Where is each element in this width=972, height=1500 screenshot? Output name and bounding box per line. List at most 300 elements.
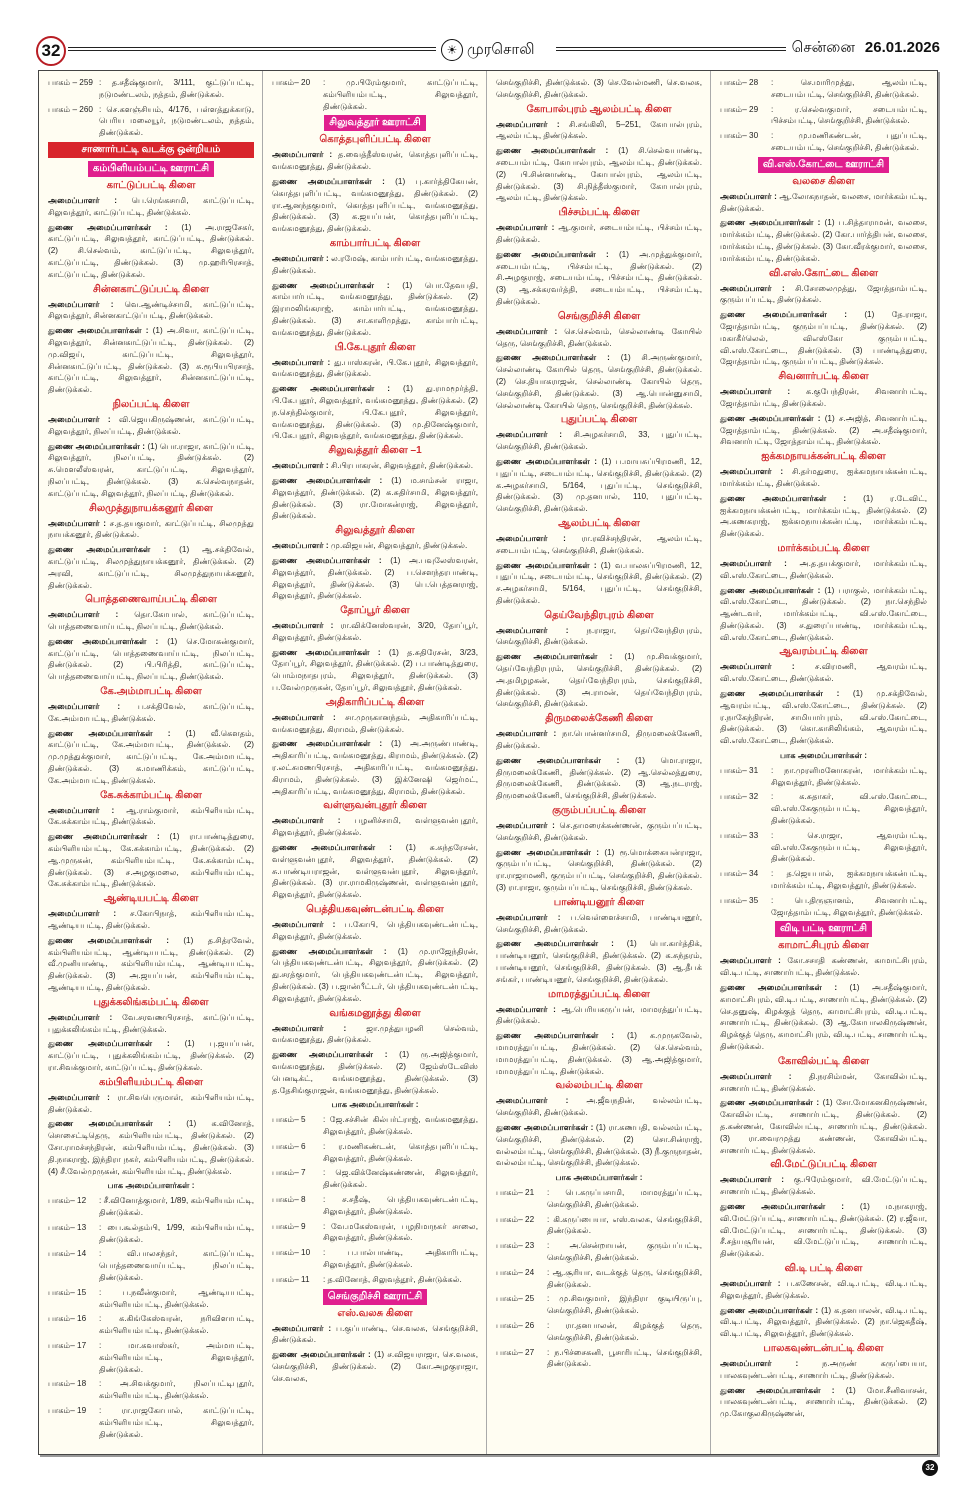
branch-heading: ஐக்கமநாயக்கன்பட்டி கிளை: [761, 451, 886, 463]
branch-heading: செங்குறிச்சி கிளை: [557, 310, 641, 322]
member-details: சா.முருகானந்தம், அதிகாரிப்பட்டி, வங்கமனூத்து, கிராமம், திண்டுக்கல்.: [272, 712, 478, 734]
member-details: (1) அ.அருண்பாண்டி, அதிகாரிப்பட்டி, வங்கமனூத்து, கிராமம், திண்டுக்கல். (2) ர.லட்சுமணபிரசாத், அதிகாரிப்பட்டி, வங்கமனூத்து, கிராமம், திண்டுக்கல். (3) இக்னேஷி ஜெர்மட், அதிகாரிப்பட்டி, வங்கமனூத்து, கிராமம், திண்டுக்கல்.: [272, 739, 478, 796]
member-details: (1) ரூ.மொக்கையன்ராஜா, குரும்பப்பட்டி, செங்குறிச்சி, திண்டுக்கல். (2) ரா.ராஜாமணி, குரும்பப்பட்டி, செங்குறிச்சி, திண்டுக்கல். (3) ரா.ராஜா, குரும்பப்பட்டி, செங்குறிச்சி, திண்டுக்கல்.: [496, 847, 702, 893]
paragraph: [720, 558, 927, 582]
booth-organiser: : நா.முரளிமனோகரன், மார்க்கம்பட்டி, சிலுவத்தூர், திண்டுக்கல்.: [771, 765, 927, 787]
union-banner: சாணார்பட்டி வடக்கு ஒன்றியம்: [48, 142, 254, 158]
paragraph: [496, 728, 702, 752]
column-3: [487, 71, 711, 1454]
role-label: துணை அமைப்பாளர்கள் :: [720, 585, 821, 595]
booth-organiser: : அ.சிவக்குமார், நிலப்பட்டிபுதூர், கம்பிளியம்பட்டி, திண்டுக்கல்.: [99, 1379, 254, 1401]
role-label: அமைப்பாளர் :: [720, 387, 791, 397]
branch-heading: பெத்தியகவுண்டன்பட்டி கிளை: [306, 904, 444, 916]
paragraph: [496, 222, 702, 246]
member-details: நா.பொன்னர்சாமி, திருமலைக்கேணி, திண்டுக்கல்.: [496, 729, 702, 751]
paragraph: [720, 191, 927, 215]
paragraph: [496, 77, 702, 101]
paragraph: [48, 805, 254, 829]
paragraph: [496, 456, 702, 515]
paragraph: [48, 831, 254, 890]
role-label: துணை அமைப்பாளர்கள் :: [720, 1098, 820, 1108]
member-details: தொ.கோபால், காட்டுப்பட்டி, பொத்தணைவாய்பட்டி, நிலப்பட்டி, திண்டுக்கல்.: [48, 610, 254, 632]
branch-heading: கம்பிளியம்பட்டி கிளை: [98, 1076, 204, 1088]
booth-entry: [48, 1195, 254, 1219]
role-label: துணை அமைப்பாளர்கள் :: [272, 176, 385, 186]
member-details: தி.நரசிம்மன், கோவில்பட்டி, சாணார்பட்டி, திண்டுக்கல்.: [720, 1071, 927, 1093]
booth-number: பாகம்– 32: [720, 792, 759, 802]
member-details: ஆ.பெரியகருப்பன், மாமரத்துப்பட்டி, திண்டுக்கல்.: [496, 1004, 702, 1026]
paragraph: [496, 145, 702, 204]
booth-entry: [272, 1247, 478, 1271]
member-details: (1) பொ.கார்த்திக், பாண்டியனூர், செங்குறிச்சி, திண்டுக்கல். (2) க.சுந்தரம், பாண்டியனூர், செங்குறிச்சி, திண்டுக்கல். (3) ஆ.தீபக் சங்கர், பாண்டியனூர், செங்குறிச்சி, திண்டுக்கல்.: [496, 939, 702, 984]
branch-heading: புதுக்கலிங்கம்பட்டி கிளை: [93, 996, 209, 1008]
paragraph: [272, 919, 478, 943]
member-details: (1) ம.சாம்சன் ராஜா, சிலுவத்தூர், திண்டுக்கல். (2) க.சுதிர்சாமி, சிலுவத்தூர், திண்டுக்கல். (3) ரா.மோகன்ராஜ், சிலுவத்தூர், திண்டுக்கல்.: [272, 475, 478, 521]
member-details: (1) பராகுல், மார்க்கம்பட்டி, வி.எஸ்.கோட்டை, திண்டுக்கல். (2) நா.செந்தில் ஆண்டவர், மார்க்கம்பட்டி, வி.எஸ்.கோட்டை, திண்டுக்கல். (3) ச.துரைப்பாண்டி, மார்க்கம்பட்டி, வி.எஸ்.கோட்டை, திண்டுக்கல்.: [720, 585, 928, 642]
booth-number: பாகம்– 34: [720, 869, 759, 879]
role-label: துணை அமைப்பாளர்கள் :: [48, 441, 146, 451]
member-details: (1) அ.சதீஷ்குமார், காமாட்சிபுரம், வி.டி.பட்டி, சாணார்பட்டி, திண்டுக்கல். (2) செ.தனுஷ், கிழக்குத் தெரு, காமாட்சிபுரம், வி.டி.பட்டி, சாணார்பட்டி, திண்டுக்கல். (3) ஆ.கோபாலகிருஷ்ணன், கிழக்குத் தெரு, காமாட்சிபுரம், வி.டி.பட்டி, சாணார்பட்டி, திண்டுக்கல்.: [720, 983, 927, 1051]
role-label: அமைப்பாளர் :: [720, 467, 784, 477]
branch-heading: மார்க்கம்பட்டி கிளை: [777, 542, 870, 554]
branch-heading: சிலுவத்தூர் கிளை: [335, 525, 415, 537]
paragraph: [496, 1095, 702, 1119]
booth-organiser: : க.சுதாகர், வி.எஸ்.கோட்டை, வி.எஸ்.கேகுரும்பபட்டி, சிலுவத்தூர், திண்டுக்கல்.: [771, 792, 927, 826]
branch-heading: வல்லம்பட்டி கிளை: [555, 1080, 643, 1092]
paragraph: [720, 661, 927, 685]
member-details: க.குபேந்திரன், சிவனார்பட்டி, ஜோத்தாம்பட்டி, திண்டுக்கல்.: [720, 387, 927, 408]
column-2: [263, 71, 487, 1454]
booth-organiser: : ந.பிச்சைகனி, பூசாரிபட்டி, செங்குறிச்சி, திண்டுக்கல்.: [547, 1347, 702, 1369]
member-details: (1) செ.மோகன்குமார், காட்டுப்பட்டி, பொத்தணைவாய்பட்டி, நிலப்பட்டி, திண்டுக்கல். (2) பி.பிரித்தி, காட்டுப்பட்டி, பொத்தணைவாய்பட்டி, நிலப்பட்டி, திண்டுக்கல்.: [48, 636, 254, 682]
column-1: [39, 71, 263, 1454]
role-label: அமைப்பாளர் :: [48, 610, 119, 620]
member-details: ப.சக்திவேல், காட்டுப்பட்டி, கே.அம்மாபட்டி, திண்டுக்கல்.: [48, 702, 254, 723]
booth-organiser: : அ.சென்றாயன், குரும்பப்பட்டி, செங்குறிச்சி, திண்டுக்கல்.: [547, 1241, 702, 1262]
paragraph: [496, 651, 702, 710]
section-subheading: பாக அமைப்பாளர்கள் :: [779, 751, 868, 761]
paragraph: [48, 299, 254, 323]
booth-entry: [720, 868, 927, 892]
paragraph: [48, 222, 254, 281]
booth-organiser: : ஜே.சச்சின் கில்பர்ட்ராஜ், வங்கமனூத்து, சிலுவத்தூர், திண்டுக்கல்.: [323, 1115, 478, 1136]
branch-heading: வி.டி பட்டி கிளை: [784, 1262, 863, 1274]
masthead: [36, 36, 940, 64]
booth-entry: [272, 1141, 478, 1165]
section-subheading: பாக அமைப்பாளர்கள் :: [555, 1173, 643, 1183]
panchayat-banner: வி.எஸ்.கோட்டை ஊராட்சி: [758, 157, 889, 173]
branch-heading: ஆலம்பட்டி கிளை: [558, 517, 640, 529]
paragraph: [48, 544, 254, 591]
member-details: ச.த.தயகுமார், காட்டுப்பட்டி, சிலமுத்து நாயக்கனூர், திண்டுக்கல்.: [48, 518, 254, 540]
role-label: துணை அமைப்பாளர்கள் :: [496, 456, 597, 466]
role-label: அமைப்பாளர் :: [48, 299, 114, 309]
role-label: அமைப்பாளர் :: [496, 1096, 569, 1106]
masthead-rule-left: [68, 47, 436, 51]
member-details: ல.ரமேஷ், காம்பார்பட்டி, வங்கமனூத்து, திண்டுக்கல்.: [272, 253, 478, 275]
paragraph: [272, 1323, 478, 1347]
issue-date: 26.01.2026: [864, 39, 940, 56]
role-label: அமைப்பாளர் :: [496, 430, 562, 440]
booth-entry: [48, 1378, 254, 1402]
member-details: த.வைத்தீஸ்வரன், கொத்தபுளிப்பட்டி, வங்கமனூத்து, திண்டுக்கல்.: [272, 150, 478, 172]
column-4: [711, 71, 935, 1454]
member-details: சி.தர்மதுரை, ஐக்கமநாயக்கன்பட்டி, மார்க்கம்பட்டி, திண்டுக்கல்.: [720, 467, 927, 488]
member-details: ஆ.லோகநாதன், வலசை, மார்க்கம்பட்டி, திண்டுக்கல்.: [720, 191, 927, 213]
booth-entry: [48, 1313, 254, 1337]
member-details: ச.விரமணி, ஆவரம்பட்டி, வி.எஸ்.கோட்டை, திண்டுக்கல்.: [720, 662, 927, 684]
role-label: துணை அமைப்பாளர்கள் :: [48, 1039, 170, 1049]
booth-organiser: : பை.கூல்தம்பி, 1/99, கம்பிளியம்பட்டி, திண்டுக்கல்.: [99, 1222, 254, 1244]
booth-number: பாகம்– 16: [48, 1314, 87, 1324]
member-details: (1) ம.நாகராஜ், வி.மேட்டுப்பட்டி, சாணார்பட்டி, திண்டுக்கல். (2) ர.ஜீவா, வி.மேட்டுப்பட்டி, சாணார்பட்டி, திண்டுக்கல். (3) சீ.சத்யசூரியன், வி.மேட்டுப்பட்டி, சாணார்பட்டி, திண்டுக்கல்.: [720, 1201, 927, 1259]
booth-entry: [48, 104, 254, 139]
booth-organiser: : ஜெ.விக்னேஷ்கண்ணன், சிலுவத்தூர், திண்டுக்கல்.: [323, 1168, 478, 1190]
paragraph: [272, 540, 478, 552]
booth-number: பாகம்– 9: [272, 1221, 306, 1231]
paragraph: [496, 533, 702, 557]
paragraph: [720, 1201, 927, 1260]
paragraph: [720, 493, 927, 540]
booth-organiser: : செ.களஞ்சியம், 4/176, பள்ளத்துக்காடு, பெரிய மலையூர், நடுமண்டலம், நத்தம், திண்டுக்கல்.: [99, 104, 254, 138]
role-label: துணை அமைப்பாளர்கள் :: [272, 946, 387, 956]
paragraph: [720, 386, 927, 410]
booth-organiser: : செ.மாரிமுத்து, ஆலம்பட்டி, சடையம்பட்டி, செங்குறிச்சி, திண்டுக்கல்.: [771, 78, 927, 99]
booth-number: பாகம்– 5: [272, 1115, 306, 1125]
role-label: அமைப்பாளர் :: [272, 541, 329, 551]
booth-number: பாகம்– 20: [272, 78, 311, 87]
booth-organiser: : ர.செல்வகுமார், சடையம்பட்டி, பிச்சம்பட்டி, செங்குறிச்சி, திண்டுக்கல்.: [771, 104, 927, 126]
branch-heading: குரும்பப்பட்டி கிளை: [552, 805, 646, 817]
role-label: அமைப்பாளர் :: [48, 1012, 113, 1022]
panchayat-banner: விடி பட்டி ஊராட்சி: [775, 921, 872, 937]
branch-heading: கே.சுக்காம்பட்டி கிளை: [100, 789, 202, 801]
role-label: துணை அமைப்பாளர்கள் :: [48, 832, 160, 842]
panchayat-banner: சிலுவத்தூர் ஊராட்சி: [324, 115, 426, 131]
member-details: ரா.விக்னேஸ்வரன், 3/20, தோப்பூர், சிலுவத்தூர், திண்டுக்கல்.: [272, 621, 478, 642]
panchayat-banner: கம்பிளியம்பட்டி ஊராட்சி: [88, 161, 214, 177]
role-label: துணை அமைப்பாளர்கள் :: [48, 636, 159, 646]
paragraph: [272, 946, 478, 1005]
role-label: அமைப்பாளர் :: [496, 223, 555, 233]
paragraph: [272, 149, 478, 173]
role-label: துணை அமைப்பாளர்கள் :: [48, 935, 169, 945]
role-label: துணை அமைப்பாளர்கள் :: [720, 1305, 819, 1315]
booth-number: பாகம்– 33: [720, 830, 759, 840]
role-label: துணை அமைப்பாளர்கள் :: [496, 939, 614, 949]
paragraph: [48, 1118, 254, 1177]
role-label: துணை அமைப்பாளர்கள் :: [496, 652, 613, 662]
member-details: (1) ஆ.சக்திவேல், காட்டுப்பட்டி, சிலமுத்துநாயக்கனூர், திண்டுக்கல். (2) அரவி, காட்டுப்பட்டி, சிலமுத்துநாயக்கனூர், திண்டுக்கல்.: [48, 545, 254, 590]
booth-entry: [496, 1347, 702, 1371]
branch-heading: சிவனார்பட்டி கிளை: [778, 371, 869, 383]
page-number-badge: 32: [36, 36, 66, 66]
paragraph: [720, 688, 927, 747]
member-details: பழனிச்சாமி, வள்ளுவன்புதூர், சிலுவத்தூர், திண்டுக்கல்.: [272, 816, 478, 838]
booth-entry: [48, 77, 254, 101]
booth-organiser: : ரா.ராஜகோபால், காட்டுப்பட்டி, கம்பிளியம்பட்டி, சிலுவத்தூர், திண்டுக்கல்.: [99, 1405, 254, 1439]
member-details: ஜா.முத்துபழனி செல்வம், வங்கமனூத்து, திண்டுக்கல்.: [272, 1023, 478, 1045]
paragraph: [720, 1385, 927, 1420]
member-details: வே.சரவணபிரசாத், காட்டுப்பட்டி, புதுக்கலிங்கம்பட்டி, திண்டுக்கல்.: [48, 1012, 254, 1034]
role-label: அமைப்பாளர் :: [272, 621, 334, 631]
booth-organiser: : த.ஜெயபால், ஐக்கமநாயக்கன்பட்டி, மார்க்கம்பட்டி, சிலுவத்தூர், திண்டுக்கல்.: [771, 869, 927, 891]
role-label: துணை அமைப்பாளர்கள் :: [720, 983, 838, 993]
booth-number: பாகம்– 29: [720, 104, 759, 114]
paragraph: [48, 908, 254, 932]
booth-organiser: : மு.பிரேம்குமார், காட்டுப்பட்டி, கம்பிளியம்பட்டி, சிலுவத்தூர், திண்டுக்கல்.: [323, 78, 478, 111]
booth-number: பாகம்– 18: [48, 1379, 87, 1389]
section-subheading: பாக அமைப்பாளர்கள் :: [331, 1100, 419, 1110]
booth-number: பாகம்– 24: [496, 1267, 535, 1277]
role-label: அமைப்பாளர் :: [48, 909, 117, 919]
paragraph: [272, 475, 478, 522]
paragraph: [720, 1358, 927, 1382]
role-label: அமைப்பாளர் :: [48, 702, 121, 712]
branch-heading: வலசை கிளை: [792, 175, 855, 187]
member-details: (1) பு.கார்த்திகேயன், கொத்தபுளிப்பட்டி, வங்கமனூத்து, திண்டுக்கல். (2) ரா.ஆனந்தகுமார், கொத்தபுளிப்பட்டி, வங்கமனூத்து, திண்டுக்கல். (3) க.ஜயப்பன், கொத்தபுளிப்பட்டி, வங்கமனூத்து, திண்டுக்கல்.: [272, 176, 478, 234]
branch-heading: பொத்தணைவாய்பட்டி கிளை: [85, 594, 217, 606]
member-details: ப.குப்பாண்டி, செ.வலசு, செங்குறிச்சி, திண்டுக்கல்.: [272, 1323, 478, 1345]
booth-organiser: : வே.மகேஸ்வரன், பழநிமாநகர் சாலை, சிலுவத்தூர், திண்டுக்கல்.: [323, 1221, 478, 1243]
section-subheading: பாக அமைப்பாளர்கள் :: [107, 1181, 195, 1191]
role-label: அமைப்பாளர் :: [496, 821, 555, 831]
member-details: ப.கோபி, பெத்தியகவுண்டன்பட்டி, சிலுவத்தூர், திண்டுக்கல்.: [272, 920, 478, 941]
role-label: அமைப்பாளர் :: [48, 518, 106, 528]
booth-entry: [720, 77, 927, 101]
booth-entry: [496, 1320, 702, 1344]
paragraph: [496, 938, 702, 985]
booth-entry: [48, 1248, 254, 1283]
booth-entry: [48, 1340, 254, 1375]
role-label: துணை அமைப்பாளர்கள் :: [720, 1201, 844, 1211]
member-details: கோ.சசாதி கண்ணன், காமாட்சிபுரம், வி.டி.பட்டி, சாணார்பட்டி, திண்டுக்கல்.: [720, 956, 927, 978]
member-details: (1) த.சித்ரவேல், கம்பிளியம்பட்டி, ஆண்டியபட்டி, திண்டுக்கல். (2) வீ.முனியாண்டி, கம்பிளியம்பட்டி, ஆண்டியபட்டி, திண்டுக்கல். (3) அ.ஜயப்பன், கம்பிளியம்பட்டி, ஆண்டியபட்டி, திண்டுக்கல்.: [48, 935, 254, 993]
role-label: துணை அமைப்பாளர்கள் :: [720, 218, 821, 228]
member-details: செங்குறிச்சி, திண்டுக்கல். (3) செ.வேல்மணி, செ.வலசு, செங்குறிச்சி, திண்டுக்கல்.: [496, 78, 702, 99]
booth-entry: [720, 104, 927, 128]
booth-number: பாகம் – 260: [48, 104, 93, 114]
panchayat-banner: செங்குறிச்சி ஊராட்சி: [323, 1289, 427, 1305]
paragraph: [496, 625, 702, 649]
role-label: துணை அமைப்பாளர்கள் :: [48, 728, 171, 738]
member-details: (1) ப.மாயசுப்பிரமணி, 12, புதுப்பட்டி, சடையம்பட்டி, செங்குறிச்சி, திண்டுக்கல். (2) க.அழகர்சாமி, 5/164, புதுப்பட்டி, செங்குறிச்சி, திண்டுக்கல். (3) மு.தனபால், 110, புதுப்பட்டி, செங்குறிச்சி, திண்டுக்கல்.: [496, 456, 702, 514]
paragraph: [272, 460, 478, 472]
paragraph: [496, 249, 702, 308]
member-details: ரா.சிவபெருமாள், கம்பிளியம்பட்டி, திண்டுக்கல்.: [48, 1092, 254, 1114]
branch-heading: நிலப்பட்டி கிளை: [112, 398, 190, 410]
role-label: அமைப்பாளர் :: [272, 816, 341, 826]
member-details: து.பாஸ்கரன், பி.கே.புதூர், சிலுவத்தூர், வங்கமனூத்து, திண்டுக்கல்.: [272, 357, 478, 379]
booth-number: பாகம்– 12: [48, 1196, 87, 1206]
paragraph: [272, 712, 478, 736]
paragraph: [496, 429, 702, 453]
member-details: (1) சோ.மோகனகிருஷ்ணன், கோவில்பட்டி, சாணார்பட்டி, திண்டுக்கல். (2) த.கண்ணன், கோவில்பட்டி, சாணார்பட்டி, திண்டுக்கல். (3) ரா.வைரமுத்து கண்ணன், கோவில்பட்டி, சாணார்பட்டி, திண்டுக்கல்.: [720, 1098, 927, 1155]
paragraph: [496, 847, 702, 894]
member-details: (1) சு.சுந்தரேசன், வள்ளுவன்புதூர், சிலுவத்தூர், திண்டுக்கல். (2) சு.பாண்டியராஜன், வள்ளுவன்புதூர், சிலுவத்தூர், திண்டுக்கல். (3) ரா.ராமகிருஷ்ணன், வள்ளுவன்புதூர், சிலுவத்தூர், திண்டுக்கல்.: [272, 843, 479, 900]
paragraph: [272, 357, 478, 381]
member-details: செ.தாமரைக்கண்ணன், குரும்பப்பட்டி, செங்குறிச்சி, திண்டுக்கல்.: [496, 821, 702, 842]
booth-entry: [496, 1293, 702, 1317]
role-label: துணை அமைப்பாளர்கள் :: [496, 560, 597, 570]
branch-heading: கோவில்பட்டி கிளை: [777, 1055, 870, 1067]
booth-entry: [272, 1221, 478, 1245]
booth-organiser: : க.கிங்கேஸ்வரன், நரிவிளாபட்டி, கம்பிளியம்பட்டி, திண்டுக்கல்.: [99, 1314, 254, 1336]
booth-number: பாகம்– 28: [720, 78, 759, 87]
booth-number: பாகம்– 31: [720, 765, 759, 775]
booth-number: பாகம்– 21: [496, 1187, 535, 1197]
role-label: துணை அமைப்பாளர்கள் :: [496, 755, 620, 765]
member-details: ப.வெள்ளைச்சாமி, பாண்டியனூர், செங்குறிச்சி, திண்டுக்கல்.: [496, 912, 702, 934]
role-label: துணை அமைப்பாளர்கள் :: [720, 689, 840, 699]
member-details: ஆ.ராம்குமார், கம்பிளியம்பட்டி, கே.சுக்காம்பட்டி, திண்டுக்கல்.: [48, 805, 254, 827]
member-details: (1) அ.ராஜசேகர், காட்டுப்பட்டி, சிலுவத்தூர், காட்டுப்பட்டி, திண்டுக்கல். (2) சி.செல்வம், காட்டுப்பட்டி, சிலுவத்தூர், காட்டுப்பட்டி, திண்டுக்கல். (3) மு.ஹரிபிரசாத், காட்டுப்பட்டி, திண்டுக்கல்.: [48, 222, 254, 279]
booth-number: பாகம்– 13: [48, 1222, 87, 1232]
role-label: துணை அமைப்பாளர்கள் :: [272, 384, 391, 394]
member-details: (1) க.வினோத், சொசைட்டிதெரு, கம்பிளியம்பட்டி, திண்டுக்கல். (2) சோ.ராமச்சந்திரன், கம்பிளியம்பட்டி, திண்டுக்கல். (3) தி.நாகராஜ், இந்திரா நகர், கம்பிளியம்பட்டி, திண்டுக்கல். (4) சீ.வேல்முருகன், கம்பிளியம்பட்டி, திண்டுக்கல்.: [48, 1119, 255, 1176]
brand: [441, 38, 535, 62]
member-details: சி.அழகர்சாமி, 33, புதுப்பட்டி, செங்குறிச்சி, திண்டுக்கல்.: [496, 430, 702, 452]
member-details: (1) அ.பவுலேஸ்வரன், சிலுவத்தூர், திண்டுக்கல். (2) ப.சௌந்தரபாண்டி, சிலுவத்தூர், திண்டுக்கல். (3) பெ.பெத்தனராஜ், சிலுவத்தூர், திண்டுக்கல்.: [272, 555, 478, 601]
booth-entry: [496, 1267, 702, 1291]
member-details: (1) பொ.ராஜா, காட்டுப்பட்டி, சிலுவத்தூர், நிலப்பட்டி, திண்டுக்கல். (2) சு.மௌலீஸ்வரன், காட்டுப்பட்டி, சிலுவத்தூர், நிலப்பட்டி, திண்டுக்கல். (3) க.செல்வநாதன், காட்டுப்பட்டி, சிலுவத்தூர், நிலப்பட்டி, திண்டுக்கல்.: [48, 441, 255, 498]
member-details: ச.கோபிநாத், கம்பிளியம்பட்டி, ஆண்டியபட்டி, திண்டுக்கல்.: [48, 909, 254, 931]
paragraph: [720, 466, 927, 490]
booth-organiser: : மு.மணிகண்டன், புதுப்பட்டி, சடையம்பட்டி, செங்குறிச்சி, திண்டுக்கல்.: [771, 131, 927, 152]
role-label: துணை அமைப்பாளர்கள் :: [496, 249, 609, 259]
paragraph: [272, 815, 478, 839]
member-details: (1) ச.விஜயராஜா, செ.வலசு, செங்குறிச்சி, திண்டுக்கல். (2) கோ.அழகுராஜா, செ.வலசு,: [272, 1350, 478, 1383]
paragraph: [272, 842, 478, 901]
member-details: (1) சி.அருண்குமார், செல்லாண்டி கோயில் தெரு, செங்குறிச்சி, திண்டுக்கல். (2) செ.தியாகராஜன், செல்லாண்டி கோயில் தெரு, செங்குறிச்சி, திண்டுக்கல். (3) ஆ.பொன்னுசாமி, செல்லாண்டி கோயில் தெரு, செங்குறிச்சி, திண்டுக்கல்.: [496, 353, 702, 410]
branch-heading: சிலுவத்தூர் கிளை –1: [328, 445, 422, 457]
paragraph: [272, 383, 478, 442]
role-label: துணை அமைப்பாளர்கள் :: [272, 280, 390, 290]
role-label: அமைப்பாளர் :: [272, 1323, 332, 1333]
role-label: அமைப்பாளர் :: [272, 461, 329, 471]
member-details: வெ.ஆண்டிச்சாமி, காட்டுப்பட்டி, சிலுவத்தூர், சின்னகாட்டுப்பட்டி, திண்டுக்கல்.: [48, 299, 254, 321]
booth-organiser: : கி.கருப்பையா, எஸ்.வலசு, செங்குறிச்சி, திண்டுக்கல்.: [547, 1214, 702, 1236]
role-label: துணை அமைப்பாளர்கள் :: [496, 847, 599, 857]
paragraph: [48, 636, 254, 683]
paragraph: [720, 1305, 927, 1340]
booth-number: பாகம்– 17: [48, 1340, 87, 1350]
member-details: அ.த.தயக்குமார், மார்க்கம்பட்டி, வி.எஸ்.கோட்டை, திண்டுக்கல்.: [720, 558, 927, 580]
role-label: அமைப்பாளர் :: [272, 253, 329, 263]
member-details: (1) அ.முத்துக்குமார், சடையம்பட்டி, பிச்சம்பட்டி, திண்டுக்கல். (2) சி.அழகுராஜ், சடையம்பட்டி, பிச்சம்பட்டி, திண்டுக்கல். (3) ஆ.சக்கரவர்த்தி, சடையம்பட்டி, பிச்சம்பட்டி, திண்டுக்கல்.: [496, 249, 702, 306]
member-details: அ.ஜீவநதின், வல்லம்பட்டி, செங்குறிச்சி, திண்டுக்கல்.: [496, 1096, 702, 1118]
member-details: சி.சோலைமுத்து, ஜோத்தாம்பட்டி, குரும்பப்பட்டி, திண்டுக்கல்.: [720, 283, 927, 305]
member-details: சி.பிரபாகரன், சிலுவத்தூர், திண்டுக்கல்.: [330, 461, 474, 471]
role-label: அமைப்பாளர் :: [720, 1071, 792, 1081]
booth-number: பாகம்– 35: [720, 895, 759, 905]
role-label: அமைப்பாளர் :: [496, 625, 569, 635]
booth-organiser: : த.வினோத், சிலுவத்தூர், திண்டுக்கல்.: [323, 1274, 462, 1284]
booth-number: பாகம்– 15: [48, 1287, 87, 1297]
booth-entry: [272, 1114, 478, 1138]
booth-number: பாகம்– 7: [272, 1168, 306, 1178]
member-details: (1) மோ.சீனிவாசன், பாலகவுண்டன்பட்டி, சாணார்பட்டி, திண்டுக்கல். (2) மு.கோகுலகிருஷ்ணன்,: [720, 1385, 927, 1419]
role-label: துணை அமைப்பாளர்கள் :: [48, 545, 167, 555]
member-details: (1) மொ.ராஜா, திருமலைக்கேணி, திண்டுக்கல். (2) ஆ.செல்லத்துரை, திருமலைக்கேணி, திண்டுக்கல். (3) ஆ.நடராஜ், திருமலைக்கேணி, செங்குறிச்சி, திண்டுக்கல்.: [496, 755, 703, 801]
footer-page-number: 32: [922, 1460, 938, 1476]
member-details: வி.ஜெயகிருஷ்ணன், காட்டுப்பட்டி, சிலுவத்தூர், நிலப்பட்டி, திண்டுக்கல்.: [48, 414, 254, 436]
member-details: (1) வீ.கௌதம், காட்டுப்பட்டி, கே.அம்மாபட்டி, திண்டுக்கல். (2) மு.முத்துக்குமார், காட்டுப்பட்டி, கே.அம்மாபட்டி, திண்டுக்கல். (3) க.மாணிக்கம், காட்டுப்பட்டி, கே.அம்மாபட்டி, திண்டுக்கல்.: [48, 728, 254, 785]
role-label: துணை அமைப்பாளர்கள் :: [496, 1122, 594, 1132]
booth-organiser: : வி.பாலசந்தர், காட்டுப்பட்டி, பொத்தணைவாய்பட்டி, நிலப்பட்டி, திண்டுக்கல்.: [99, 1249, 254, 1282]
role-label: அமைப்பாளர் :: [48, 195, 117, 205]
member-details: ஆ.குமார், சடையம்பட்டி, பிச்சம்பட்டி, திண்டுக்கல்.: [496, 223, 702, 244]
member-details: ந.ராஜா, தெய்வேந்திரபுரம், செங்குறிச்சி, திண்டுக்கல்.: [496, 625, 702, 647]
booth-entry: [720, 895, 927, 919]
paragraph: [48, 1012, 254, 1036]
role-label: துணை அமைப்பாளர்கள் :: [272, 843, 392, 853]
paragraph: [720, 283, 927, 307]
booth-entry: [272, 77, 478, 112]
paragraph: [272, 738, 478, 797]
paragraph: [48, 728, 254, 787]
booth-entry: [720, 791, 927, 826]
role-label: அமைப்பாளர் :: [720, 283, 785, 293]
member-details: (1) க.தனபாலன், வி.டி.பட்டி, வி.டி.பட்டி, சிலுவத்தூர், திண்டுக்கல். (2) நா.ஜெகதீஷ், வி.டி.பட்டி, சிலுவத்தூர், திண்டுக்கல்.: [720, 1305, 927, 1339]
paragraph: [48, 414, 254, 438]
member-details: (1) ர.டேவிட், ஐக்கமநாயக்கன்பட்டி, மார்க்கம்பட்டி, திண்டுக்கல். (2) அ.கணகராஜ், ஐக்கமநாயக்கன்பட்டி, மார்க்கம்பட்டி, திண்டுக்கல்.: [720, 493, 927, 539]
paragraph: [48, 325, 254, 396]
member-details: மு.விஜயன், சிலுவத்தூர், திண்டுக்கல்.: [330, 541, 468, 551]
dateline: [792, 39, 940, 58]
branch-heading: கே.அம்மாபட்டி கிளை: [100, 686, 202, 698]
booth-number: பாகம்– 27: [496, 1347, 535, 1357]
paragraph: [720, 309, 927, 368]
role-label: அமைப்பாளர் :: [496, 119, 560, 129]
paragraph: [48, 195, 254, 219]
booth-entry: [720, 130, 927, 154]
role-label: அமைப்பாளர் :: [496, 729, 557, 739]
branch-heading: பாண்டியனூர் கிளை: [553, 896, 645, 908]
branch-heading: எஸ்.வலசு கிளை: [337, 1307, 413, 1319]
member-details: (1) க.முருகவேல், மாமரத்துப்பட்டி, திண்டுக்கல். (2) செ.செல்வம், மாமரத்துப்பட்டி, திண்டுக்கல். (3) ஆ.அஜித்குமார், மாமரத்துப்பட்டி, திண்டுக்கல்.: [496, 1031, 703, 1076]
paragraph: [48, 1092, 254, 1116]
branch-heading: புதுப்பட்டி கிளை: [560, 414, 638, 426]
paragraph: [720, 413, 927, 448]
branch-heading: ஆண்டியபட்டி கிளை: [103, 893, 199, 905]
city: சென்னை: [791, 39, 855, 56]
paragraph: [720, 585, 927, 644]
branch-heading: திருமலைக்கேணி கிளை: [545, 713, 653, 725]
role-label: துணை அமைப்பாளர்கள் :: [272, 739, 383, 749]
role-label: துணை அமைப்பாளர்கள் :: [48, 222, 168, 232]
paragraph: [720, 1071, 927, 1095]
role-label: துணை அமைப்பாளர்கள் :: [720, 1385, 835, 1395]
article-frame: [38, 70, 938, 1455]
paragraph: [272, 280, 478, 339]
branch-heading: கோபால்புரம் ஆலம்பட்டி கிளை: [526, 103, 672, 115]
booth-organiser: : மா.கவாஸ்கர், அம்மாபட்டி, கம்பிளியம்பட்டி, சிலுவத்தூர், திண்டுக்கல்.: [99, 1340, 254, 1374]
paragraph: [48, 441, 254, 500]
member-details: (1) ப.சித்தாராமன், வலசை, மார்க்கம்பட்டி, திண்டுக்கல். (2) கோ.பார்த்திபன், வலசை, மார்க்கம்பட்டி, திண்டுக்கல். (3) கோ.வீரக்குமார், வலசை, மார்க்கம்பட்டி, திண்டுக்கல்.: [720, 218, 928, 263]
member-details: கு.பிரேம்குமார், வி.மேட்டுப்பட்டி, சாணார்பட்டி, திண்டுக்கல்.: [720, 1175, 927, 1197]
role-label: அமைப்பாளர் :: [496, 912, 561, 922]
role-label: துணை அமைப்பாளர்கள் :: [272, 1350, 371, 1360]
booth-number: பாகம்– 26: [496, 1320, 535, 1330]
role-label: அமைப்பாளர் :: [720, 191, 777, 201]
branch-heading: வி.மேட்டுப்பட்டி கிளை: [770, 1159, 877, 1171]
member-details: (1) பு.ஜயப்பன், காட்டுப்பட்டி, புதுக்கலிங்கம்பட்டி, திண்டுக்கல். (2) ரா.சிவக்குமார், காட்டுப்பட்டி, திண்டுக்கல்.: [48, 1039, 254, 1072]
paragraph: [272, 1049, 478, 1096]
role-label: அமைப்பாளர் :: [272, 1023, 347, 1033]
role-label: அமைப்பாளர் :: [272, 920, 336, 930]
member-details: (1) த.சுதிரேசன், 3/23, தோப்பூர், சிலுவத்தூர், திண்டுக்கல். (2) ப.பாண்டித்துரை, பொம்மநாதபுரம், சிலுவத்தூர், திண்டுக்கல். (3) ப.வேல்முருகன், தோப்பூர், சிலுவத்தூர், திண்டுக்கல்.: [272, 647, 478, 693]
